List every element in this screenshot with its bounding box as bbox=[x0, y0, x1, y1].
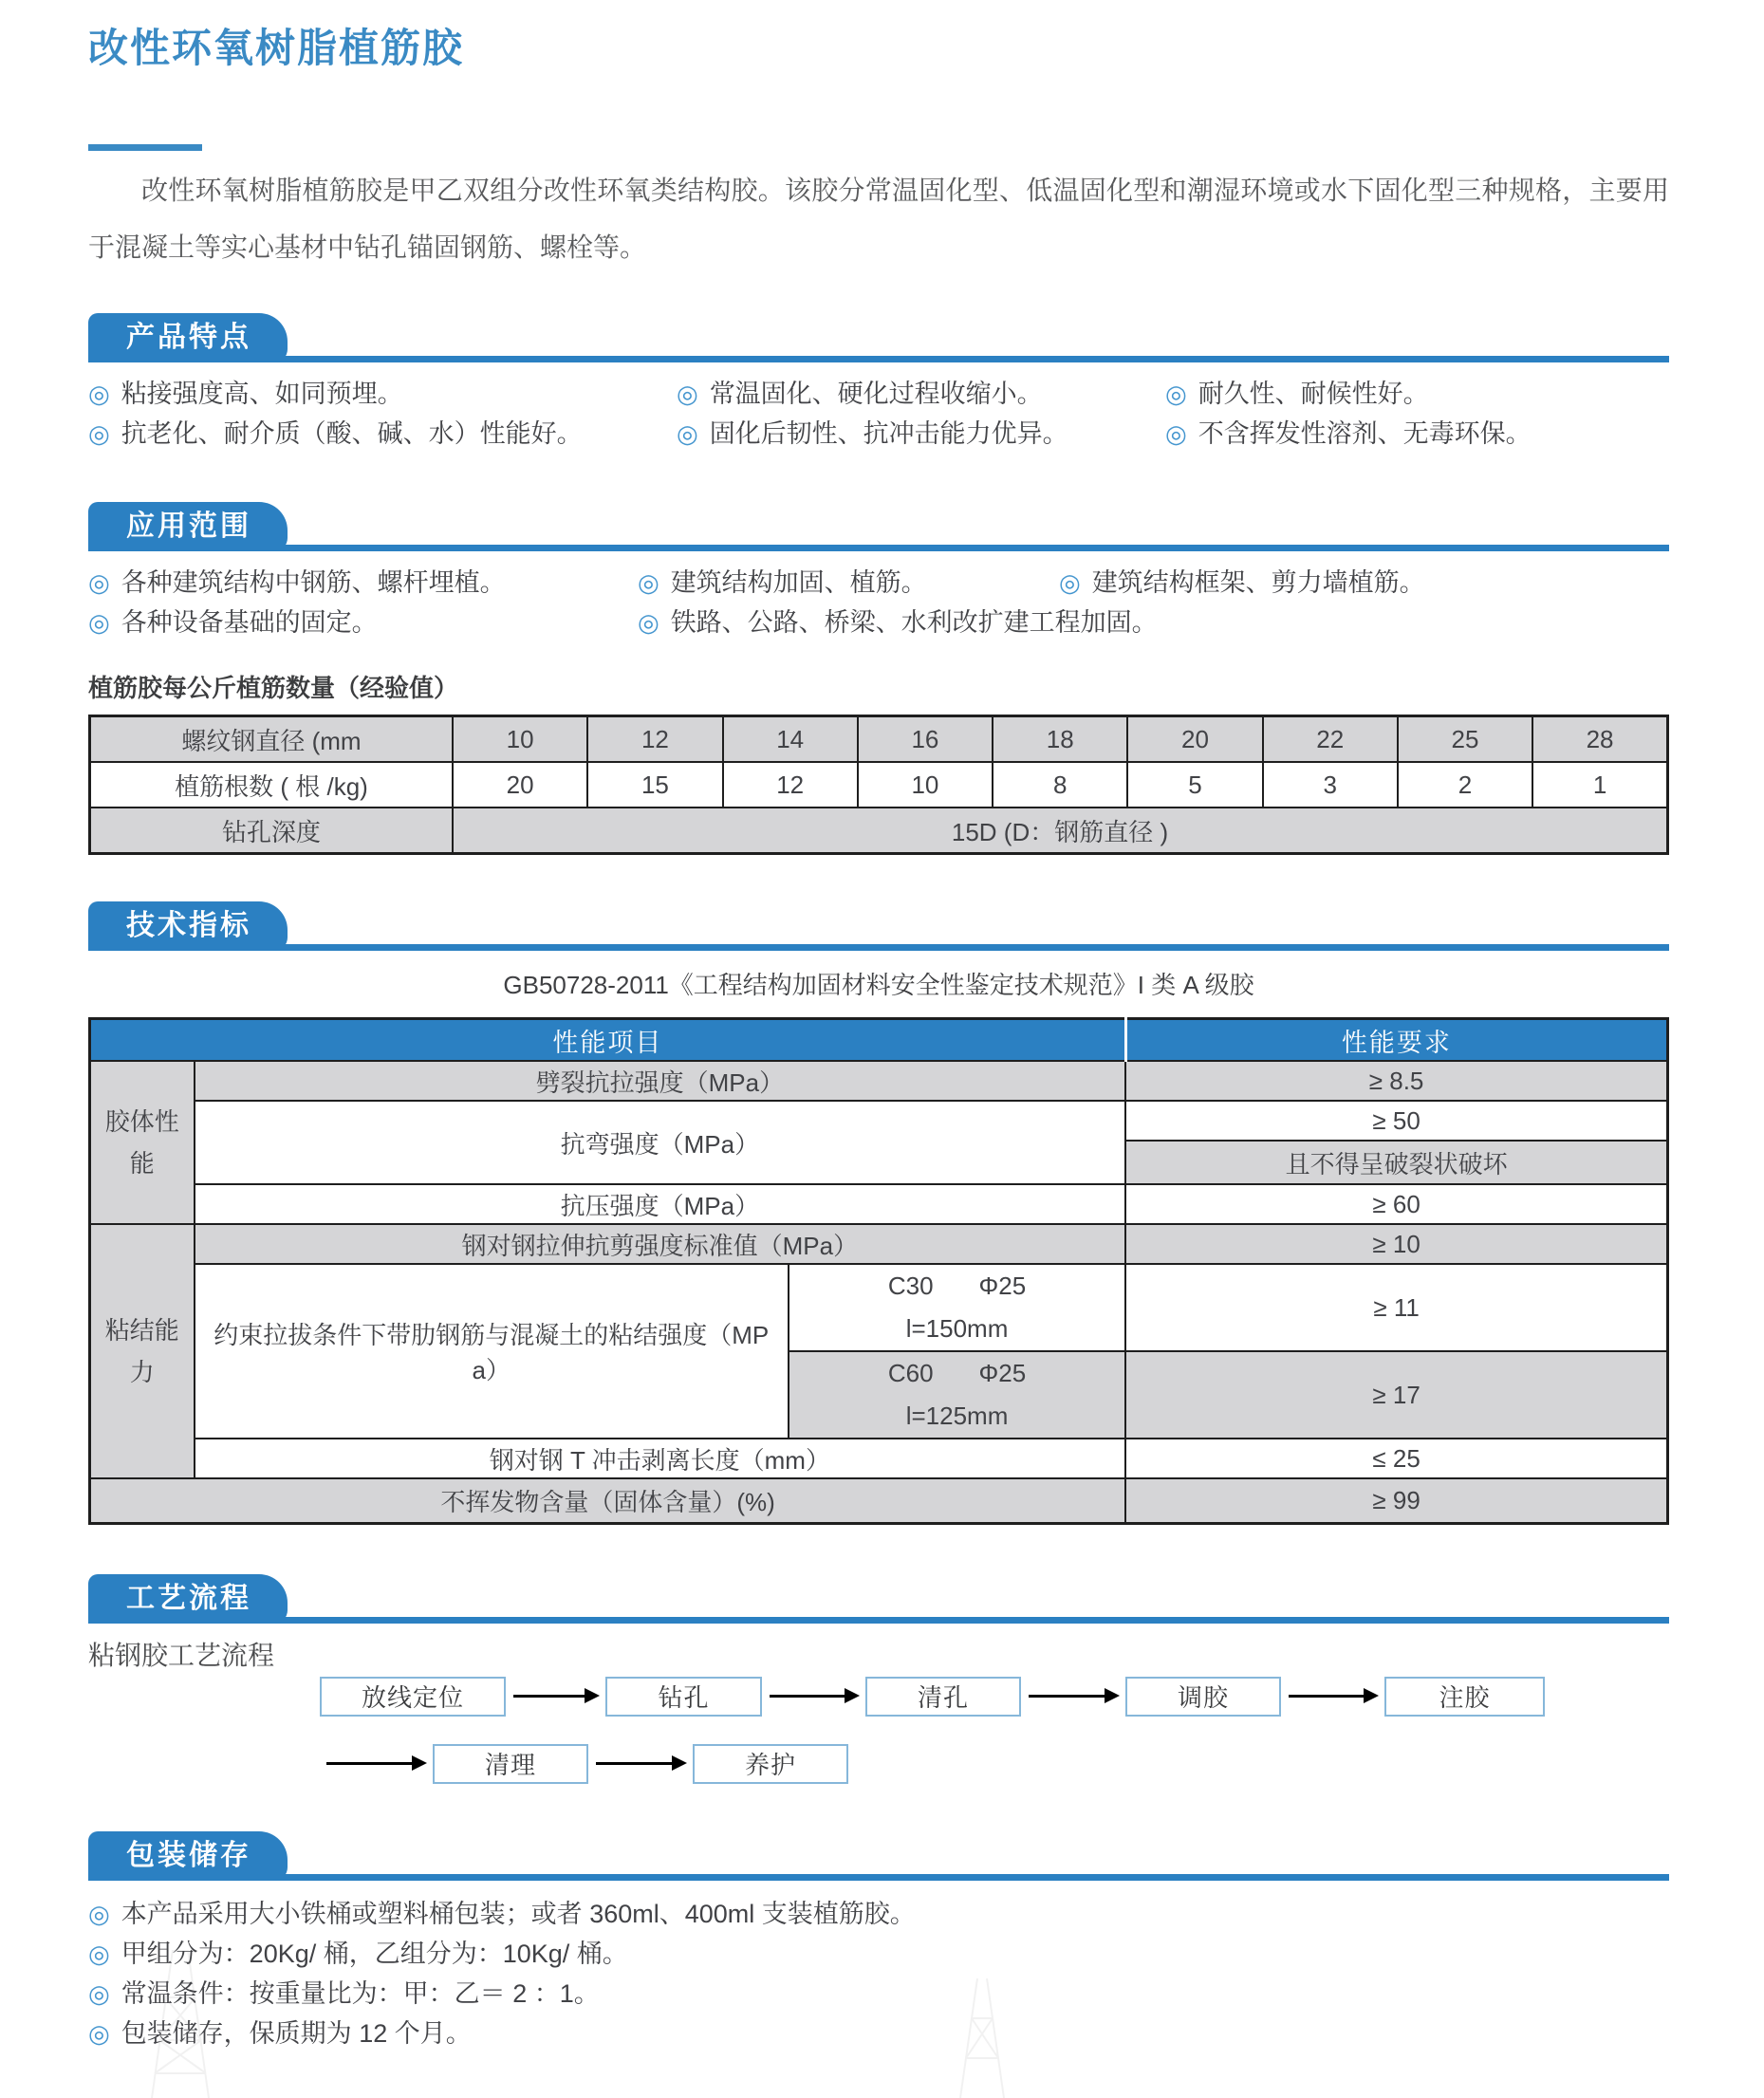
tech-value: ≥ 50 bbox=[1125, 1101, 1667, 1141]
features-list bbox=[88, 374, 1669, 454]
flow-step-mix-glue: 调胶 bbox=[1125, 1677, 1281, 1717]
table-header-row bbox=[90, 1019, 1668, 1062]
table-cell: 28 bbox=[1532, 716, 1667, 763]
section-rule bbox=[88, 1874, 1669, 1881]
arrow-right-icon bbox=[326, 1762, 412, 1765]
table-row bbox=[90, 1101, 1668, 1141]
bullet-icon: ◎ bbox=[88, 1978, 110, 2008]
tech-label: 抗压强度（MPa） bbox=[195, 1184, 1126, 1224]
bullet-text: 常温条件：按重量比为：甲：乙＝ 2 ：1。 bbox=[121, 1978, 600, 2008]
applications-col-3 bbox=[1059, 563, 1669, 642]
table-cell: 18 bbox=[993, 716, 1127, 763]
tech-value: ≥ 11 bbox=[1125, 1264, 1667, 1351]
list-item bbox=[88, 1934, 1669, 1974]
flow-step-layout: 放线定位 bbox=[320, 1677, 506, 1717]
spec-length: l=125mm bbox=[905, 1402, 1009, 1430]
bullet-text: 本产品采用大小铁桶或塑料桶包装；或者 360ml、400ml 支装植筋胶。 bbox=[121, 1899, 916, 1928]
table-cell: 12 bbox=[587, 716, 722, 763]
spec-text bbox=[807, 1265, 1107, 1350]
table-cell: 14 bbox=[723, 716, 858, 763]
tech-spec-c30 bbox=[789, 1264, 1125, 1351]
flow-step-drill: 钻孔 bbox=[605, 1677, 762, 1717]
tech-label: 钢对钢 T 冲击剥离长度（mm） bbox=[195, 1439, 1126, 1478]
rebar-row3-label: 钻孔深度 bbox=[90, 808, 454, 854]
tech-value: ≤ 25 bbox=[1125, 1439, 1667, 1478]
flow-step-cure: 养护 bbox=[693, 1744, 848, 1784]
list-item bbox=[1165, 414, 1669, 454]
section-rule bbox=[88, 944, 1669, 951]
bullet-icon: ◎ bbox=[88, 568, 110, 597]
section-rule bbox=[88, 545, 1669, 551]
table-row bbox=[90, 1061, 1668, 1101]
features-col-1 bbox=[88, 374, 677, 454]
tech-value: ≥ 8.5 bbox=[1125, 1061, 1667, 1101]
flow-step-clean-hole: 清孔 bbox=[865, 1677, 1021, 1717]
tech-value: ≥ 99 bbox=[1125, 1478, 1667, 1523]
bullet-text: 建筑结构加固、植筋。 bbox=[670, 568, 927, 597]
rebar-row2-label: 植筋根数 ( 根 /kg) bbox=[90, 762, 454, 808]
list-item bbox=[88, 1974, 1669, 2014]
bullet-icon: ◎ bbox=[677, 419, 698, 448]
list-item bbox=[638, 603, 1158, 642]
table-cell: 20 bbox=[1127, 716, 1262, 763]
tech-group-body: 胶体性能 bbox=[90, 1061, 195, 1224]
tech-table bbox=[88, 1017, 1669, 1525]
table-cell: 25 bbox=[1398, 716, 1532, 763]
tech-value: ≥ 17 bbox=[1125, 1351, 1667, 1439]
table-row bbox=[90, 1224, 1668, 1264]
spec-length: l=150mm bbox=[905, 1314, 1009, 1343]
bullet-text: 不含挥发性溶剂、无毒环保。 bbox=[1198, 419, 1532, 448]
spec-diameter: Φ25 bbox=[978, 1359, 1027, 1387]
table-cell: 12 bbox=[723, 762, 858, 808]
table-cell: 16 bbox=[858, 716, 993, 763]
bullet-icon: ◎ bbox=[88, 1899, 110, 1928]
table-cell: 3 bbox=[1263, 762, 1398, 808]
tech-spec-c60 bbox=[789, 1351, 1125, 1439]
applications-col-1 bbox=[88, 563, 638, 642]
spec-grade: C30 bbox=[887, 1272, 934, 1300]
bullet-icon: ◎ bbox=[88, 419, 110, 448]
tech-label: 约束拉拔条件下带肋钢筋与混凝土的粘结强度（MPa） bbox=[195, 1264, 789, 1439]
table-row bbox=[90, 1439, 1668, 1478]
bullet-text: 耐久性、耐候性好。 bbox=[1198, 380, 1429, 408]
bullet-icon: ◎ bbox=[88, 2018, 110, 2048]
tech-label: 钢对钢拉伸抗剪强度标准值（MPa） bbox=[195, 1224, 1126, 1264]
bullet-icon: ◎ bbox=[677, 380, 698, 408]
bullet-text: 包装储存，保质期为 12 个月。 bbox=[121, 2018, 472, 2048]
tech-label: 抗弯强度（MPa） bbox=[195, 1101, 1126, 1184]
table-row bbox=[90, 1264, 1668, 1351]
section-rule bbox=[88, 1617, 1669, 1624]
rebar-table bbox=[88, 715, 1669, 855]
list-item bbox=[1059, 563, 1669, 603]
section-badge-packaging: 包装储存 bbox=[88, 1831, 288, 1881]
bullet-icon: ◎ bbox=[1165, 419, 1187, 448]
table-cell: 2 bbox=[1398, 762, 1532, 808]
bullet-icon: ◎ bbox=[638, 608, 659, 637]
list-item bbox=[88, 2014, 1669, 2053]
arrow-right-icon bbox=[513, 1695, 585, 1698]
arrow-right-icon bbox=[1029, 1695, 1105, 1698]
section-packaging-head bbox=[88, 1825, 1669, 1881]
tech-col-item-header: 性能项目 bbox=[90, 1019, 1126, 1062]
section-badge-process: 工艺流程 bbox=[88, 1574, 288, 1624]
bullet-icon: ◎ bbox=[1165, 380, 1187, 408]
list-item bbox=[88, 414, 677, 454]
tech-group-bond: 粘结能力 bbox=[90, 1224, 195, 1478]
bullet-text: 常温固化、硬化过程收缩小。 bbox=[709, 380, 1043, 408]
bullet-text: 抗老化、耐介质（酸、碱、水）性能好。 bbox=[121, 419, 583, 448]
rebar-row3-value: 15D (D：钢筋直径 ) bbox=[453, 808, 1668, 854]
title-dash bbox=[88, 144, 202, 151]
list-item bbox=[88, 374, 677, 414]
bullet-text: 粘接强度高、如同预埋。 bbox=[121, 380, 403, 408]
table-row bbox=[90, 808, 1668, 854]
spec-diameter: Φ25 bbox=[978, 1272, 1027, 1300]
list-item bbox=[638, 563, 1059, 603]
flow-step-cleanup: 清理 bbox=[433, 1744, 588, 1784]
bullet-text: 固化后韧性、抗冲击能力优异。 bbox=[709, 419, 1068, 448]
table-cell: 10 bbox=[453, 716, 587, 763]
tech-col-req-header: 性能要求 bbox=[1125, 1019, 1667, 1062]
list-item bbox=[1165, 374, 1669, 414]
table-cell: 20 bbox=[453, 762, 587, 808]
tech-standard-caption: GB50728-2011《工程结构加固材料安全性鉴定技术规范》I 类 A 级胶 bbox=[503, 971, 1254, 999]
bullet-text: 各种设备基础的固定。 bbox=[121, 608, 378, 637]
list-item bbox=[677, 414, 1165, 454]
list-item bbox=[88, 563, 638, 603]
applications-list bbox=[88, 563, 1669, 642]
table-row bbox=[90, 1478, 1668, 1523]
list-item bbox=[88, 1894, 1669, 1934]
list-item bbox=[88, 603, 638, 642]
tech-value: 且不得呈破裂状破坏 bbox=[1125, 1141, 1667, 1184]
section-process-head bbox=[88, 1568, 1669, 1624]
table-cell: 10 bbox=[858, 762, 993, 808]
section-badge-applications: 应用范围 bbox=[88, 502, 288, 551]
tech-value: ≥ 10 bbox=[1125, 1224, 1667, 1264]
section-features-head bbox=[88, 306, 1669, 362]
bullet-icon: ◎ bbox=[638, 568, 659, 597]
rebar-row1-label: 螺纹钢直径 (mm bbox=[90, 716, 454, 763]
section-rule bbox=[88, 356, 1669, 362]
spec-text bbox=[807, 1352, 1107, 1438]
intro-paragraph: 改性环氧树脂植筋胶是甲乙双组分改性环氧类结构胶。该胶分常温固化型、低温固化型和潮湿环境或水下固化型三种规格，主要用于混凝土等实心基材中钻孔锚固钢筋、螺栓等。 bbox=[88, 176, 1669, 262]
table-row bbox=[90, 1184, 1668, 1224]
table-row bbox=[90, 716, 1668, 763]
section-tech-head bbox=[88, 895, 1669, 951]
spec-grade: C60 bbox=[887, 1359, 934, 1387]
arrow-right-icon bbox=[770, 1695, 845, 1698]
features-col-3 bbox=[1165, 374, 1669, 454]
tech-label: 劈裂抗拉强度（MPa） bbox=[195, 1061, 1126, 1101]
section-applications-head bbox=[88, 495, 1669, 551]
bullet-icon: ◎ bbox=[88, 1939, 110, 1968]
features-col-2 bbox=[677, 374, 1165, 454]
flow-label: 粘钢胶工艺流程 bbox=[88, 1640, 275, 1670]
table-cell: 1 bbox=[1532, 762, 1667, 808]
bullet-text: 建筑结构框架、剪力墙植筋。 bbox=[1091, 568, 1425, 597]
table-cell: 5 bbox=[1127, 762, 1262, 808]
arrow-right-icon bbox=[1289, 1695, 1364, 1698]
rebar-table-title: 植筋胶每公斤植筋数量（经验值） bbox=[88, 674, 459, 702]
section-badge-features: 产品特点 bbox=[88, 313, 288, 362]
section-badge-tech: 技术指标 bbox=[88, 901, 288, 951]
table-cell: 22 bbox=[1263, 716, 1398, 763]
bullet-icon: ◎ bbox=[1059, 568, 1081, 597]
tech-value: ≥ 60 bbox=[1125, 1184, 1667, 1224]
table-cell: 8 bbox=[993, 762, 1127, 808]
table-row bbox=[90, 762, 1668, 808]
table-cell: 15 bbox=[587, 762, 722, 808]
tech-label: 不挥发物含量（固体含量）(%) bbox=[90, 1478, 1126, 1523]
bullet-text: 铁路、公路、桥梁、水利改扩建工程加固。 bbox=[670, 608, 1158, 637]
process-flow-diagram bbox=[88, 1624, 1669, 1799]
list-item bbox=[677, 374, 1165, 414]
bullet-text: 各种建筑结构中钢筋、螺杆埋植。 bbox=[121, 568, 506, 597]
page-title: 改性环氧树脂植筋胶 bbox=[88, 26, 465, 70]
bullet-icon: ◎ bbox=[88, 608, 110, 637]
bullet-text: 甲组分为：20Kg/ 桶，乙组分为：10Kg/ 桶。 bbox=[121, 1939, 628, 1968]
arrow-right-icon bbox=[596, 1762, 672, 1765]
packaging-list bbox=[88, 1894, 1669, 2053]
bullet-icon: ◎ bbox=[88, 380, 110, 408]
applications-col-2 bbox=[638, 563, 1158, 642]
flow-step-inject: 注胶 bbox=[1384, 1677, 1545, 1717]
